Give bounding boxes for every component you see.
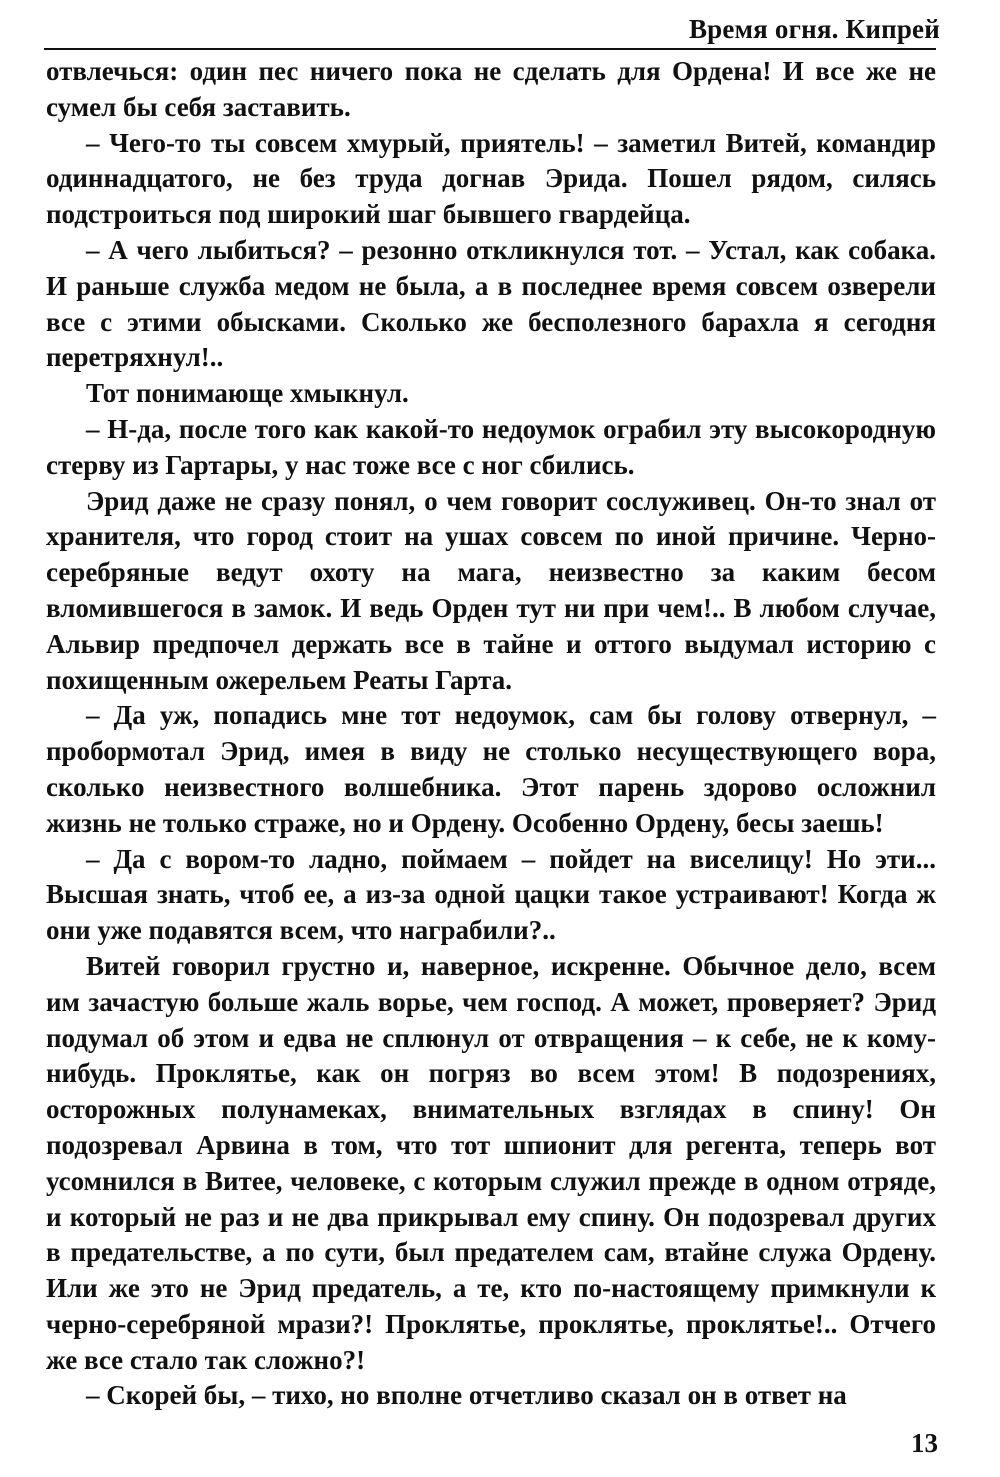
header-rule	[44, 48, 936, 50]
page-number: 13	[911, 1428, 938, 1458]
paragraph-4: Тот понимающе хмыкнул.	[86, 378, 409, 409]
paragraph-10: – Скорей бы, – тихо, но вполне отчетливо сказал он в ответ на	[86, 1380, 847, 1411]
paragraph-2: – Чего-то ты совсем хмурый, приятель! – заметил Витей, командир одиннадцатого, не без труда догнав Эрида. Пошел рядом, силясь подстроиться под широкий шаг бывшего гвардейца.	[46, 127, 936, 230]
page-text	[46, 54, 936, 1414]
paragraph-1: отвлечься: один пес ничего пока не сделать для Ордена! И все же не сумел бы себя заставить.	[46, 56, 936, 122]
paragraph-8: – Да с вором-то ладно, поймаем – пойдет на виселицу! Но эти... Высшая знать, чтоб ее, а из-за одной цацки такое устраивают! Когда ж они уже подавятся всем, что награбили?..	[46, 843, 936, 946]
running-head: Время огня. Кипрей	[688, 14, 940, 44]
paragraph-9: Витей говорил грустно и, наверное, искренне. Обычное дело, всем им зачастую больше жаль ворье, чем господ. А может, проверяет? Эрид подумал об этом и едва не сплюнул от отвращения – к себе, не к кому-нибудь. Проклятье, как он погряз во всем этом! В подозрениях, осторожных полунамеках, внимательных взглядах в спину! Он подозревал Арвина в том, что тот шпионит для регента, теперь вот усомнился в Витее, человеке, с которым служил прежде в одном отряде, и который не раз и не два прикрывал ему спину. Он подозревал других в предательстве, а по сути, был предателем сам, втайне служа Ордену. Или же это не Эрид предатель, а те, кто по-настоящему примкнули к черно-серебряной мрази?! Проклятье, проклятье, проклятье!.. Отчего же все стало так сложно?!	[46, 950, 936, 1375]
paragraph-6: Эрид даже не сразу понял, о чем говорит сослуживец. Он-то знал от хранителя, что город стоит на ушах совсем по иной причине. Черно-серебряные ведут охоту на мага, неизвестно за каким бесом вломившегося в замок. И ведь Орден тут ни при чем!.. В любом случае, Альвир предпочел держать все в тайне и оттого выдумал историю с похищенным ожерельем Реаты Гарта.	[46, 485, 936, 695]
paragraph-7: – Да уж, попадись мне тот недоумок, сам бы голову отвернул, – пробормотал Эрид, имея в виду не столько несуществующего вора, сколько неизвестного волшебника. Этот парень здорово осложнил жизнь не только страже, но и Ордену. Особенно Ордену, бесы заешь!	[46, 700, 936, 838]
paragraph-3: – А чего лыбиться? – резонно откликнулся тот. – Устал, как собака. И раньше служба медом не была, а в последнее время совсем озверели все с этими обысками. Сколько же бесполезного барахла я сегодня перетряхнул!..	[46, 234, 936, 373]
paragraph-5: – Н-да, после того как какой-то недоумок ограбил эту высокородную стерву из Гартары, у нас тоже все с ног сбились.	[46, 413, 936, 480]
